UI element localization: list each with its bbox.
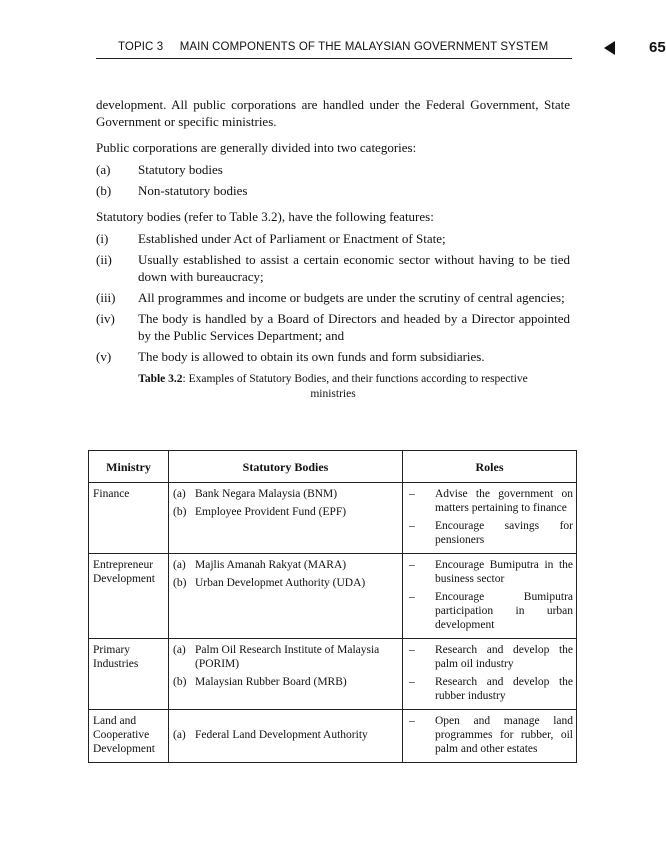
role-dash: – [409,676,415,688]
body-text: Bank Negara Malaysia (BNM) [195,488,338,500]
cell-bodies [169,639,403,710]
role-item [407,487,573,515]
cell-bodies [169,554,403,639]
table-caption [126,372,540,402]
cell-roles [403,554,577,639]
role-dash: – [409,644,415,656]
body-label: (a) [173,729,186,741]
body-label: (a) [173,488,186,500]
categories-list [96,161,570,199]
role-item [407,558,573,586]
role-text: Encourage Bumiputra participation in urban development [435,591,573,631]
role-text: Open and manage land programmes for rubber, oil palm and other estates [435,715,573,755]
role-text: Encourage savings for pensioners [435,520,573,546]
header-roles: Roles [403,451,577,483]
body-label: (b) [173,577,187,589]
table-row [89,710,577,763]
page-number: 65 [649,39,666,56]
table-caption-label: Table 3.2 [138,373,183,385]
list-item [96,182,570,199]
list-item [96,289,570,306]
body-label: (b) [173,676,187,688]
table-row [89,483,577,554]
list-label: (b) [96,183,112,198]
list-text: All programmes and income or budgets are under the scrutiny of central agencies; [138,290,565,305]
role-text: Encourage Bumiputra in the business sector [435,559,573,585]
list-label: (ii) [96,252,112,267]
role-dash: – [409,488,415,500]
list-text: Statutory bodies [138,162,223,177]
header-statutory-bodies: Statutory Bodies [169,451,403,483]
cell-ministry: Entrepreneur Development [89,554,169,639]
list-text: The body is allowed to obtain its own funds and form subsidiaries. [138,349,485,364]
body-label: (b) [173,506,187,518]
role-item [407,643,573,671]
table-row [89,554,577,639]
body-item [173,558,399,572]
paragraph-features-intro: Statutory bodies (refer to Table 3.2), have the following features: [96,209,434,224]
cell-roles [403,639,577,710]
header-rule [96,58,572,59]
body-label: (a) [173,644,186,656]
body-item [173,487,399,501]
body-item [173,643,399,671]
body-item [173,728,399,742]
left-arrow-icon [604,41,615,55]
role-item [407,714,573,756]
cell-bodies [169,710,403,763]
body-text: Federal Land Development Authority [195,729,368,741]
cell-ministry: Land and Cooperative Development [89,710,169,763]
role-item [407,519,573,547]
list-label: (iv) [96,311,115,326]
body-item [173,675,399,689]
table-caption-text: : Examples of Statutory Bodies, and their functions according to respective ministries [182,373,528,400]
role-dash: – [409,520,415,532]
body-text: Employee Provident Fund (EPF) [195,506,347,518]
list-label: (v) [96,349,112,364]
list-item [96,230,570,247]
paragraph-intro: development. All public corporations are handled under the Federal Government, State Government or specific ministries. [96,97,570,129]
body-item [173,576,399,590]
paragraph-categories-intro: Public corporations are generally divided into two categories: [96,140,417,155]
cell-roles [403,710,577,763]
list-item [96,251,570,285]
list-text: Non-statutory bodies [138,183,248,198]
list-item [96,161,570,178]
cell-ministry: Finance [89,483,169,554]
role-text: Research and develop the palm oil industry [435,644,573,670]
table-row [89,639,577,710]
statutory-bodies-table [88,450,577,763]
header-ministry: Ministry [89,451,169,483]
cell-bodies [169,483,403,554]
role-dash: – [409,715,415,727]
role-item [407,675,573,703]
list-label: (iii) [96,290,116,305]
features-list [96,230,570,365]
page-header [96,39,666,60]
list-label: (i) [96,231,109,246]
page-body [96,96,570,412]
cell-roles [403,483,577,554]
list-text: Established under Act of Parliament or Enactment of State; [138,231,446,246]
table-header-row [89,451,577,483]
body-item [173,505,399,519]
body-text: Palm Oil Research Institute of Malaysia (PORIM) [195,644,380,670]
list-text: Usually established to assist a certain economic sector without having to be tied down with bureaucracy; [138,252,570,284]
body-text: Malaysian Rubber Board (MRB) [195,676,347,688]
role-dash: – [409,559,415,571]
body-text: Urban Developmet Authority (UDA) [195,577,366,589]
role-text: Research and develop the rubber industry [435,676,573,702]
body-text: Majlis Amanah Rakyat (MARA) [195,559,347,571]
running-title: TOPIC 3 MAIN COMPONENTS OF THE MALAYSIAN GOVERNMENT SYSTEM [118,41,549,53]
role-dash: – [409,591,415,603]
role-item [407,590,573,632]
list-item [96,348,570,365]
body-label: (a) [173,559,186,571]
list-text: The body is handled by a Board of Directors and headed by a Director appointed by the Public Services Department; and [138,311,570,343]
cell-ministry: Primary Industries [89,639,169,710]
list-label: (a) [96,162,111,177]
role-text: Advise the government on matters pertaining to finance [435,488,573,514]
list-item [96,310,570,344]
